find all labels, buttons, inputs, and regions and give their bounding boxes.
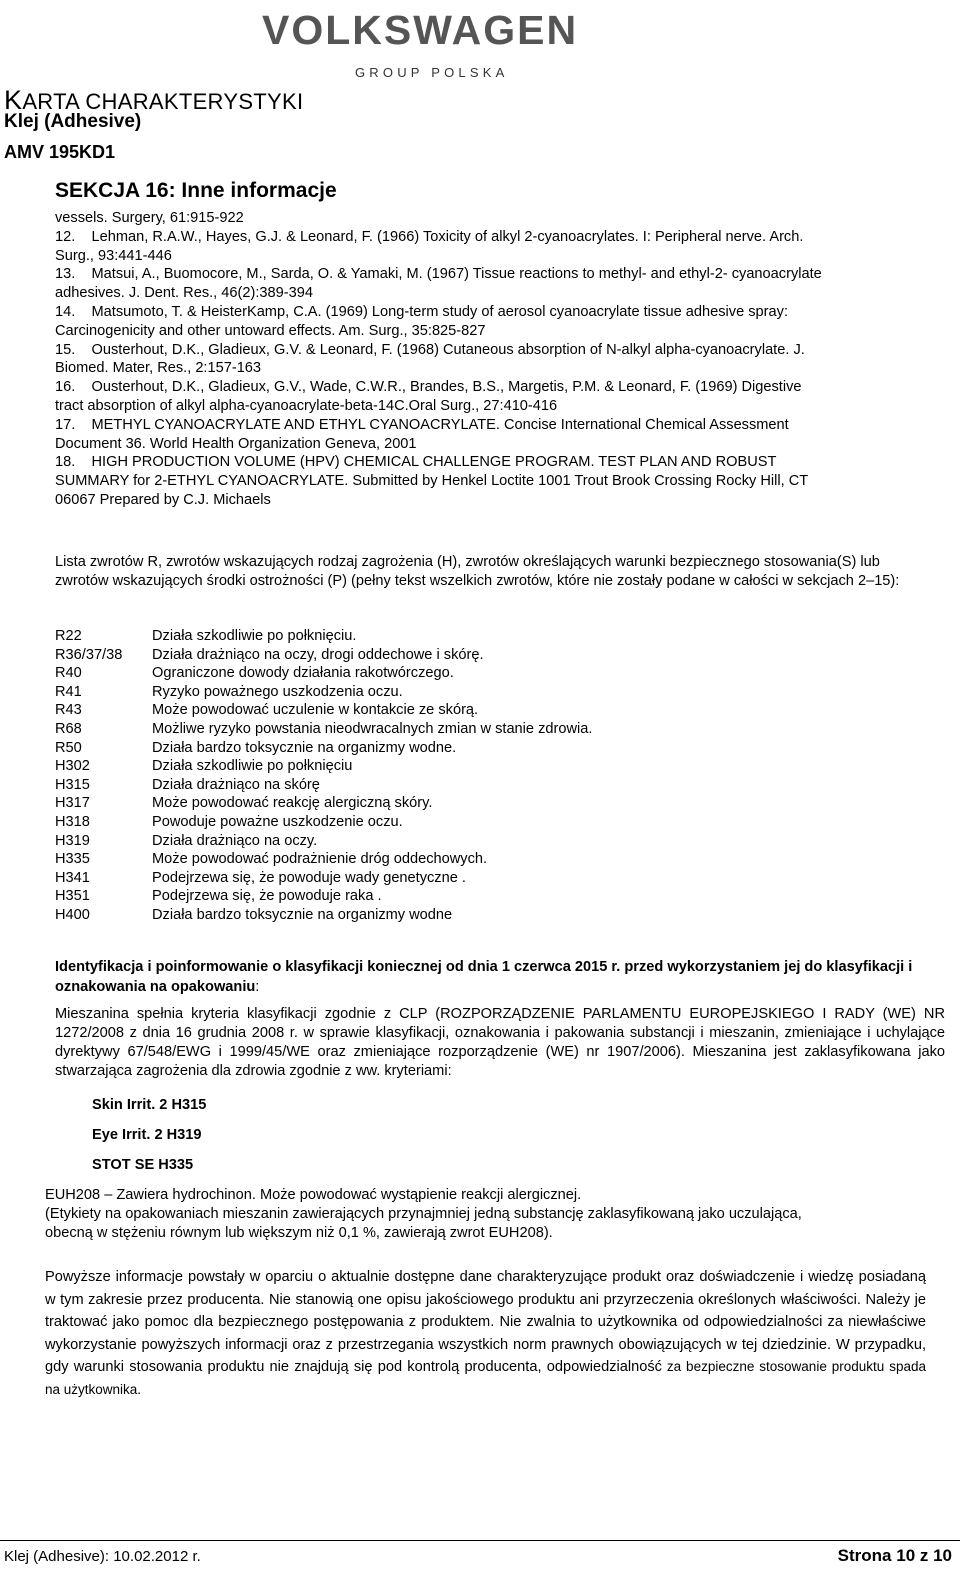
identification-text: Identyfikacja i poinformowanie o klasyfikacji koniecznej od dnia 1 czerwca 2015 r. przed wykorzystaniem jej do klasyfikacji i oznakowania na opakowaniu (55, 959, 913, 995)
footer-page-number: Strona 10 z 10 (837, 1546, 952, 1565)
phrase-text: Możliwe ryzyko powstania nieodwracalnych zmian w stanie zdrowia. (152, 720, 593, 737)
product-name: Klej (Adhesive) (4, 111, 142, 132)
phrase-row (55, 832, 592, 851)
euh-statement (45, 1186, 945, 1243)
phrase-code: R50 (55, 739, 82, 756)
phrase-code: R68 (55, 720, 82, 737)
identification-colon: : (255, 978, 260, 995)
phrase-code: R43 (55, 702, 82, 719)
phrase-code: R40 (55, 665, 82, 682)
phrase-text: Podejrzewa się, że powoduje wady genetyczne . (152, 869, 466, 886)
phrase-row (55, 887, 592, 906)
document-title-initial: K (4, 85, 23, 115)
product-code: AMV 195KD1 (4, 142, 116, 162)
phrase-text: Działa drażniąco na oczy. (152, 832, 318, 849)
phrase-row (55, 739, 592, 758)
phrases-list (55, 627, 592, 925)
disclaimer-paragraph (45, 1266, 926, 1401)
disclaimer-main: Powyższe informacje powstały w oparciu o aktualnie dostępne dane charakteryzujące produkt oraz doświadczenie i wiedzę posiadaną w tym zakresie przez producenta. Nie stanowią one opisu jakościowego produktu ani przyrzeczenia określonych właściwości. Należy je traktować jako pomoc dla bezpiecznego postępowania z produktem. Nie zwalnia to użytkownika od odpowiedzialności za niewłaściwe wykorzystanie powyższych informacji oraz z przestrzegania wszystkich norm prawnych obowiązujących w tej dziedzinie. W przypadku, gdy warunki stosowania produktu nie znajdują się pod kontrolą producenta, odpowiedzialność (45, 1269, 926, 1375)
phrase-row (55, 850, 592, 869)
phrase-text: Działa bardzo toksycznie na organizmy wodne. (152, 739, 457, 756)
phrase-text: Podejrzewa się, że powoduje raka . (152, 888, 382, 905)
euh-line: obecną w stężeniu równym lub większym niż 0,1 %, zawierają zwrot EUH208). (45, 1225, 553, 1241)
reference-line: 16. Ousterhout, D.K., Gladieux, G.V., Wade, C.W.R., Brandes, B.S., Margetis, P.M. & Leonard, F. (1969) Digestive (55, 379, 802, 396)
reference-line: SUMMARY for 2-ETHYL CYANOACRYLATE. Submitted by Henkel Loctite 1001 Trout Brook Crossing Rocky Hill, CT (55, 473, 809, 490)
disclaimer-tail: za bezpieczne stosowanie produktu spada na użytkownika. (45, 1359, 926, 1397)
phrase-code: R41 (55, 683, 82, 700)
classification-item: Skin Irrit. 2 H315 (92, 1097, 207, 1113)
footer-document-date: Klej (Adhesive): 10.02.2012 r. (4, 1548, 201, 1565)
reference-line: 15. Ousterhout, D.K., Gladieux, G.V. & Leonard, F. (1968) Cutaneous absorption of N-alkyl alpha-cyanoacrylate. J. (55, 341, 805, 358)
phrase-code: H335 (55, 851, 90, 868)
phrase-row (55, 664, 592, 683)
phrase-row (55, 869, 592, 888)
reference-line: tract absorption of alkyl alpha-cyanoacrylate-beta-14C.Oral Surg., 27:410-416 (55, 397, 558, 414)
reference-line: 14. Matsumoto, T. & HeisterKamp, C.A. (1969) Long-term study of aerosol cyanoacrylate tissue adhesive spray: (55, 303, 789, 320)
phrase-row (55, 627, 592, 646)
reference-line: 12. Lehman, R.A.W., Hayes, G.J. & Leonard, F. (1966) Toxicity of alkyl 2-cyanoacrylates. I: Peripheral nerve. Arch. (55, 228, 804, 245)
footer-divider (0, 1540, 960, 1541)
phrase-text: Działa drażniąco na oczy, drogi oddechowe i skórę. (152, 646, 484, 663)
phrase-row (55, 757, 592, 776)
phrase-code: H302 (55, 758, 90, 775)
phrase-code: H341 (55, 869, 90, 886)
reference-line: 17. METHYL CYANOACRYLATE AND ETHYL CYANOACRYLATE. Concise International Chemical Assessment (55, 416, 789, 433)
phrase-code: R22 (55, 628, 82, 644)
phrase-code: R36/37/38 (55, 646, 123, 663)
reference-line: 13. Matsui, A., Buomocore, M., Sarda, O. & Yamaki, M. (1967) Tissue reactions to methyl- and ethyl-2- cyanoacrylate (55, 266, 822, 283)
phrase-row (55, 683, 592, 702)
mixture-classification-text: Mieszanina spełnia kryteria klasyfikacji zgodnie z CLP (ROZPORZĄDZENIE PARLAMENTU EUROPEJSKIEGO I RADY (WE) NR 1272/2008 z dnia 16 grudnia 2008 r. w sprawie klasyfikacji, oznakowania i pakowania substancji i mieszanin, zmieniające i uchylające dyrektywy 67/548/EWG i 1999/45/WE oraz zmieniające rozporządzenie (WE) nr 1907/2006). Mieszanina jest zaklasyfikowana jako stwarzająca zagrożenia dla zdrowia zgodnie z ww. kryteriami: (55, 1006, 945, 1079)
phrase-row (55, 720, 592, 739)
euh-line: (Etykiety na opakowaniach mieszanin zawierających przynajmniej jedną substancję zaklasyfikowaną jako uczulająca, (45, 1206, 802, 1222)
reference-line: 18. HIGH PRODUCTION VOLUME (HPV) CHEMICAL CHALLENGE PROGRAM. TEST PLAN AND ROBUST (55, 454, 777, 471)
phrase-row (55, 776, 592, 795)
phrase-text: Powoduje poważne uszkodzenie oczu. (152, 813, 403, 830)
phrase-row (55, 646, 592, 665)
reference-line: Carcinogenicity and other untoward effects. Am. Surg., 35:825-827 (55, 322, 486, 339)
phrase-text: Może powodować podrażnienie dróg oddechowych. (152, 851, 488, 868)
references-list (55, 209, 950, 510)
phrase-row (55, 906, 592, 925)
section-title: SEKCJA 16: Inne informacje (55, 179, 337, 202)
phrase-text: Działa bardzo toksycznie na organizmy wodne (152, 906, 453, 923)
euh-line: EUH208 – Zawiera hydrochinon. Może powodować wystąpienie reakcji alergicznej. (45, 1187, 582, 1203)
brand-subtitle: GROUP POLSKA (355, 65, 509, 80)
phrase-code: H400 (55, 906, 90, 923)
phrase-row (55, 794, 592, 813)
phrase-code: H315 (55, 776, 90, 793)
reference-line: vessels. Surgery, 61:915-922 (55, 210, 244, 226)
phrase-code: H318 (55, 813, 90, 830)
document-title-rest: ARTA CHARAKTERYSTYKI (22, 89, 304, 114)
phrase-text: Może powodować reakcję alergiczną skóry. (152, 795, 433, 812)
classification-item: STOT SE H335 (92, 1157, 194, 1173)
phrase-text: Ryzyko poważnego uszkodzenia oczu. (152, 683, 403, 700)
phrase-text: Może powodować uczulenie w kontakcie ze skórą. (152, 702, 479, 719)
phrase-text: Ograniczone dowody działania rakotwórczego. (152, 665, 454, 682)
document-title (4, 87, 303, 114)
phrase-code: H319 (55, 832, 90, 849)
reference-line: Surg., 93:441-446 (55, 247, 172, 264)
reference-line: adhesives. J. Dent. Res., 46(2):389-394 (55, 285, 313, 302)
brand-logo-text: VOLKSWAGEN (262, 7, 579, 53)
identification-heading (55, 958, 945, 997)
classification-item: Eye Irrit. 2 H319 (92, 1127, 202, 1143)
reference-line: Biomed. Mater, Res., 2:157-163 (55, 360, 262, 377)
reference-line: Document 36. World Health Organization Geneva, 2001 (55, 435, 417, 452)
reference-line: 06067 Prepared by C.J. Michaels (55, 491, 271, 508)
phrase-code: H317 (55, 795, 90, 812)
phrase-row (55, 813, 592, 832)
phrase-text: Działa szkodliwie po połknięciu (152, 758, 353, 775)
phrase-row (55, 701, 592, 720)
phrase-text: Działa szkodliwie po połknięciu. (152, 628, 357, 644)
phrases-intro: Lista zwrotów R, zwrotów wskazujących rodzaj zagrożenia (H), zwrotów określających warunki bezpiecznego stosowania(S) lub zwrotów wskazujących środki ostrożności (P) (pełny tekst wszelkich zwrotów, które nie zostały podane w całości w sekcjach 2–15): (55, 554, 900, 589)
phrase-text: Działa drażniąco na skórę (152, 776, 320, 793)
phrase-code: H351 (55, 888, 90, 905)
